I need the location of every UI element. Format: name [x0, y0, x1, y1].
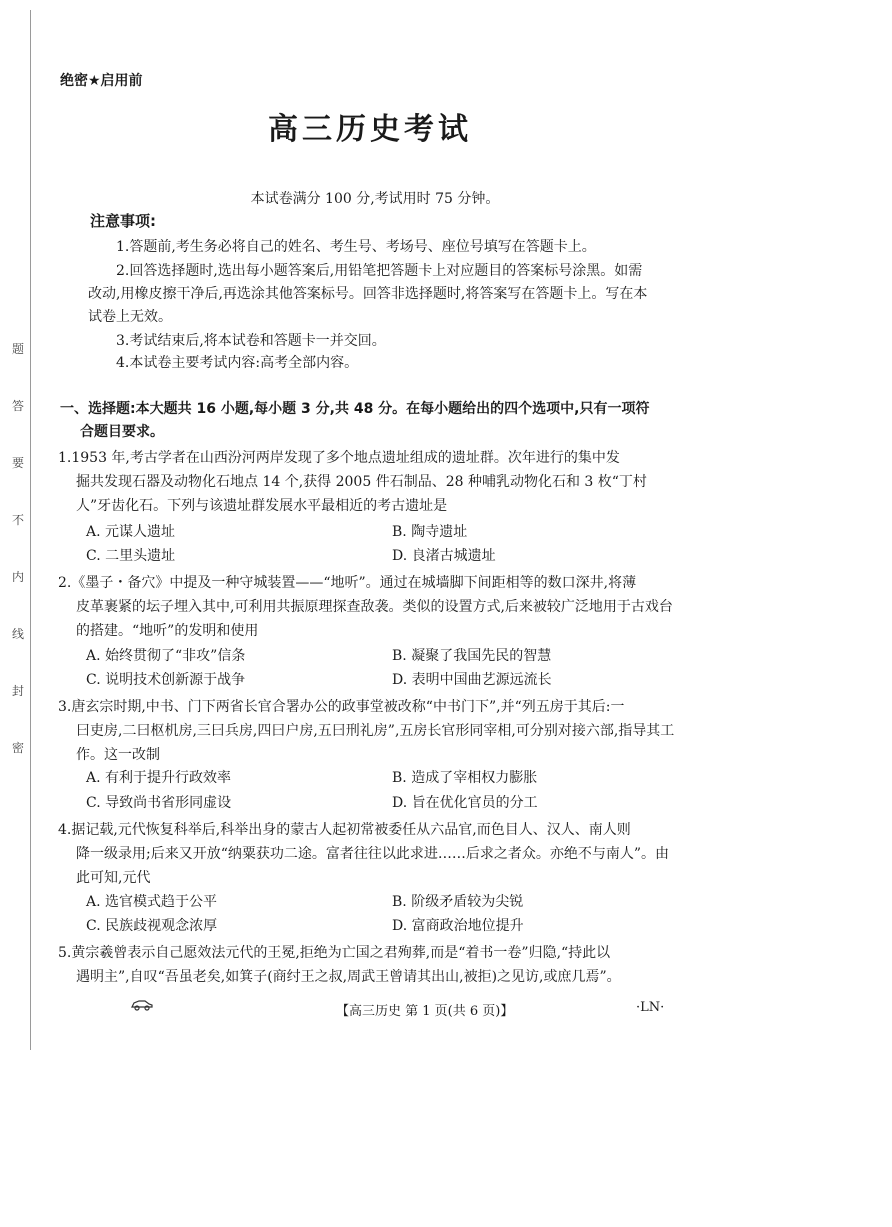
- notice-title: 注意事项:: [90, 212, 156, 230]
- question-stem-rest: 曰吏房,二曰枢机房,三曰兵房,四曰户房,五曰刑礼房”,五房长官形同宰相,可分别对接六部,指导其工作。这一改制: [76, 723, 675, 763]
- question-stem: [58, 941, 678, 989]
- question-stem: [58, 571, 678, 643]
- confidential-label: 绝密★启用前: [60, 73, 143, 89]
- option-c: C. 说明技术创新源于战争: [86, 672, 246, 688]
- notice-item: 1.答题前,考生务必将自己的姓名、考生号、考场号、座位号填写在答题卡上。: [116, 239, 596, 255]
- option-b: B. 陶寺遗址: [392, 524, 468, 540]
- section-heading-line1: 一、选择题:本大题共 16 小题,每小题 3 分,共 48 分。在每小题给出的四个选项中,只有一项符: [60, 401, 650, 417]
- option-d: D. 富商政治地位提升: [392, 918, 524, 934]
- margin-char: 内: [11, 570, 24, 584]
- option-a: A. 始终贯彻了“非攻”信条: [86, 648, 246, 664]
- question-stem: [58, 446, 678, 518]
- margin-char: 要: [11, 456, 24, 470]
- option-c: C. 导致尚书省形同虚设: [86, 795, 232, 811]
- option-c: C. 二里头遗址: [86, 548, 176, 564]
- margin-char: 线: [11, 627, 24, 641]
- question-stem: [58, 818, 678, 890]
- option-d: D. 旨在优化官员的分工: [392, 795, 538, 811]
- margin-char: 密: [11, 741, 24, 755]
- question-stem-first-line: 5.黄宗羲曾表示自己愿效法元代的王冕,拒绝为亡国之君殉葬,而是“着书一卷”归隐,“持此以: [58, 945, 611, 961]
- notice-item: 2.回答选择题时,选出每小题答案后,用铅笔把答题卡上对应题目的答案标号涂黑。如需改动,用橡皮擦干净后,再选涂其他答案标号。回答非选择题时,将答案写在答题卡上。写在本试卷上无效。: [88, 263, 648, 325]
- margin-char: 题: [11, 342, 24, 356]
- option-d: D. 良渚古城遗址: [392, 548, 496, 564]
- margin-char: 答: [11, 399, 24, 413]
- question-stem-rest: 降一级录用;后来又开放“纳粟获功二途。富者往往以此求进……后求之者众。亦绝不与南人”。由此可知,元代: [76, 846, 670, 886]
- section-heading: [60, 398, 678, 444]
- notice-item: 3.考试结束后,将本试卷和答题卡一并交回。: [116, 333, 386, 349]
- margin-char: 不: [11, 513, 24, 527]
- exam-intro: 本试卷满分 100 分,考试用时 75 分钟。: [250, 191, 500, 207]
- question-stem-first-line: 2.《墨子・备穴》中提及一种守城装置——“地听”。通过在城墙脚下间距相等的数口深井,将薄: [58, 575, 637, 591]
- option-a: A. 元谋人遗址: [86, 524, 176, 540]
- margin-char: 封: [11, 684, 24, 698]
- question-stem-rest: 遇明主”,自叹“吾虽老矣,如箕子(商纣王之叔,周武王曾请其出山,被拒)之见访,或庶几焉”。: [76, 969, 621, 985]
- option-a: A. 有利于提升行政效率: [86, 770, 232, 786]
- binding-margin-line: [30, 10, 31, 1050]
- option-d: D. 表明中国曲艺源远流长: [392, 672, 552, 688]
- binding-margin-text: [8, 340, 28, 756]
- question-stem-first-line: 4.据记载,元代恢复科举后,科举出身的蒙古人起初常被委任从六品官,而色目人、汉人、南人则: [58, 822, 631, 838]
- question-stem-first-line: 1.1953 年,考古学者在山西汾河两岸发现了多个地点遗址组成的遗址群。次年进行的集中发: [58, 450, 620, 466]
- car-icon: [130, 997, 154, 1015]
- option-c: C. 民族歧视观念浓厚: [86, 918, 218, 934]
- question-stem-rest: 掘共发现石器及动物化石地点 14 个,获得 2005 件石制品、28 种哺乳动物化石和 3 枚“丁村人”牙齿化石。下列与该遗址群发展水平最相近的考古遗址是: [76, 474, 647, 514]
- question-stem-first-line: 3.唐玄宗时期,中书、门下两省长官合署办公的政事堂被改称“中书门下”,并“列五房于其后:一: [58, 699, 625, 715]
- option-a: A. 选官模式趋于公平: [86, 894, 218, 910]
- question-stem: [58, 695, 678, 767]
- option-b: B. 凝聚了我国先民的智慧: [392, 648, 552, 664]
- exam-title: 高三历史考试: [268, 112, 472, 147]
- paper-code: ·LN·: [636, 1000, 665, 1015]
- notice-item: 4.本试卷主要考试内容:高考全部内容。: [116, 355, 359, 371]
- page-info: 【高三历史 第 1 页(共 6 页)】: [336, 1004, 514, 1019]
- option-b: B. 造成了宰相权力膨胀: [392, 770, 538, 786]
- question-stem-rest: 皮革裹紧的坛子埋入其中,可利用共振原理探查敌袭。类似的设置方式,后来被较广泛地用于古戏台的搭建。“地听”的发明和使用: [76, 599, 673, 639]
- option-b: B. 阶级矛盾较为尖锐: [392, 894, 524, 910]
- section-heading-line2: 合题目要求。: [80, 424, 164, 440]
